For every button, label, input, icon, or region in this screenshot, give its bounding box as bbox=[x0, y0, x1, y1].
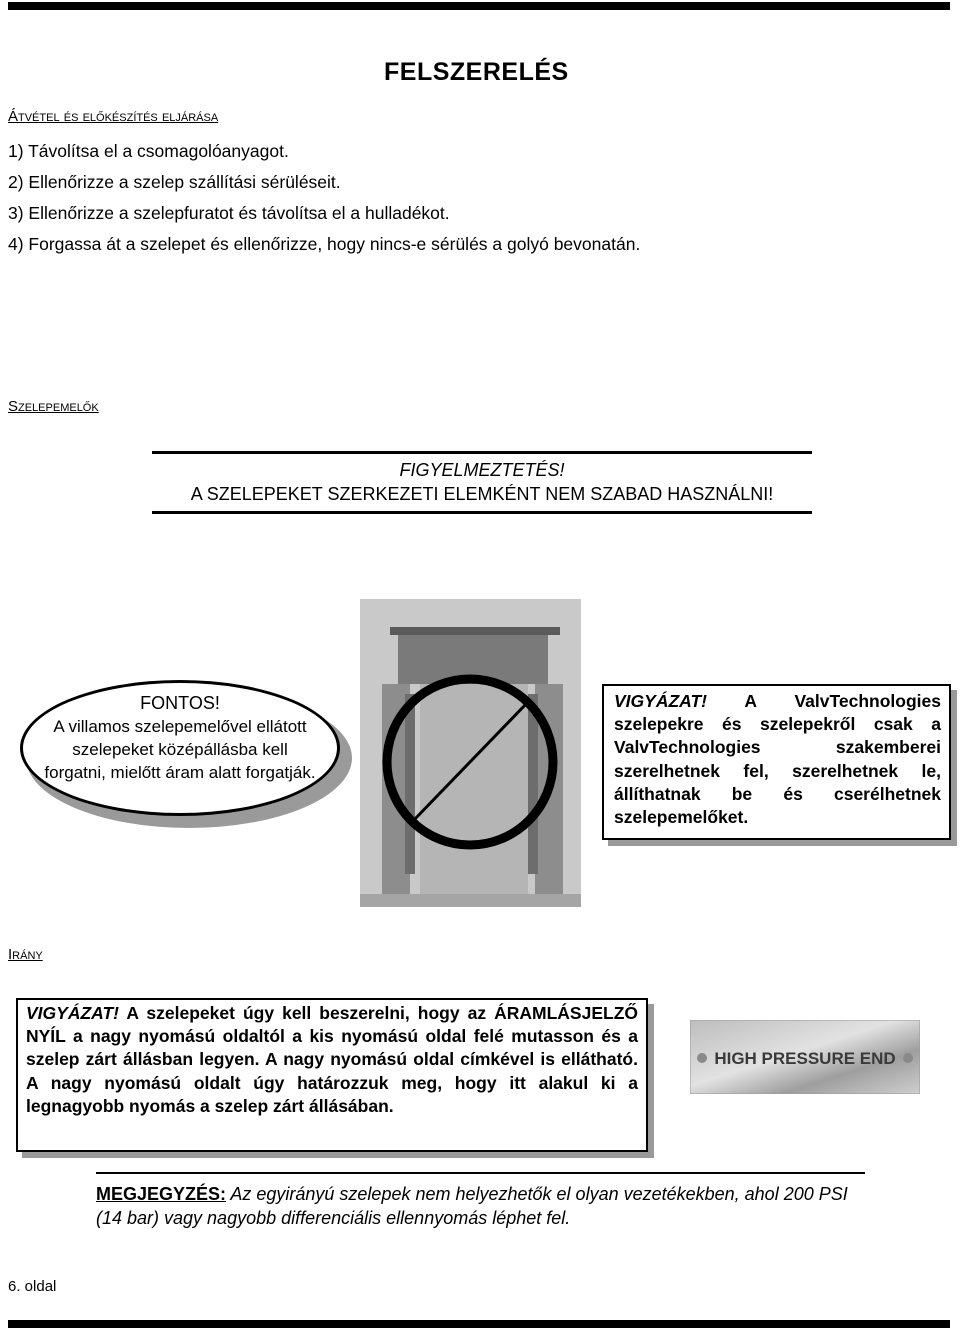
warning-text: A SZELEPEKET SZERKEZETI ELEMKÉNT NEM SZABAD HASZNÁLNI! bbox=[190, 484, 774, 504]
caution-label: VIGYÁZAT! bbox=[26, 1003, 120, 1023]
top-rule bbox=[8, 2, 950, 10]
section-heading-direction: Irány bbox=[8, 946, 43, 963]
important-title: FONTOS! bbox=[140, 693, 220, 713]
note-text: Az egyirányú szelepek nem helyezhetők el olyan vezetékekben, ahol 200 PSI (14 bar) vagy nagyobb differenciális ellennyomás léphet fel. bbox=[96, 1184, 848, 1228]
high-pressure-label-image bbox=[690, 1020, 920, 1094]
caution-text: A szelepeket úgy kell beszerelni, hogy az ÁRAMLÁSJELZŐ NYÍL a nagy nyomású oldaltól a kis nyomású oldal felé mutasson és a szelep zárt állásban legyen. A nagy nyomású oldal címkével is ellátható. A nagy nyomású oldalt úgy határozzuk meg, hogy itt alakul ki a legnagyobb nyomás a szelep zárt állásában. bbox=[26, 1003, 638, 1116]
prohibited-actuator-image bbox=[360, 599, 581, 907]
list-item: 2) Ellenőrizze a szelep szállítási sérüléseit. bbox=[8, 172, 341, 192]
actuator-photo bbox=[360, 599, 581, 907]
note-box bbox=[96, 1172, 865, 1230]
page-number: 6. oldal bbox=[8, 1278, 57, 1295]
caution-text: A ValvTechnologies szelepekre és szelepekről csak a ValvTechnologies szakemberei szerelhetnek fel, szerelhetnek le, állíthatnak be és cserélhetnek szelepemelőket. bbox=[614, 691, 941, 828]
page-title: FELSZERELÉS bbox=[384, 58, 569, 86]
receipt-steps bbox=[8, 136, 640, 260]
section-heading-receipt: Átvétel és előkészítés eljárása bbox=[8, 108, 219, 125]
warning-box bbox=[152, 451, 812, 514]
caution-box-actuators bbox=[602, 684, 951, 840]
list-item: 4) Forgassa át a szelepet és ellenőrizze, hogy nincs-e sérülés a golyó bevonatán. bbox=[8, 234, 641, 254]
warning-title: FIGYELMEZTETÉS! bbox=[399, 460, 565, 480]
bottom-rule bbox=[8, 1320, 950, 1328]
important-text: A villamos szelepemelővel ellátott szelepeket középállásba kell forgatni, mielőtt áram alatt forgatják. bbox=[44, 717, 316, 782]
caution-label: VIGYÁZAT! bbox=[614, 691, 708, 711]
caution-box-direction bbox=[16, 998, 648, 1152]
list-item: 1) Távolítsa el a csomagolóanyagot. bbox=[8, 141, 289, 161]
label-plate-text: HIGH PRESSURE END bbox=[714, 1049, 896, 1068]
note-label: MEGJEGYZÉS: bbox=[96, 1184, 227, 1204]
important-callout bbox=[20, 680, 355, 830]
section-heading-actuators: Szelepemelők bbox=[8, 398, 99, 415]
list-item: 3) Ellenőrizze a szelepfuratot és távolítsa el a hulladékot. bbox=[8, 203, 450, 223]
